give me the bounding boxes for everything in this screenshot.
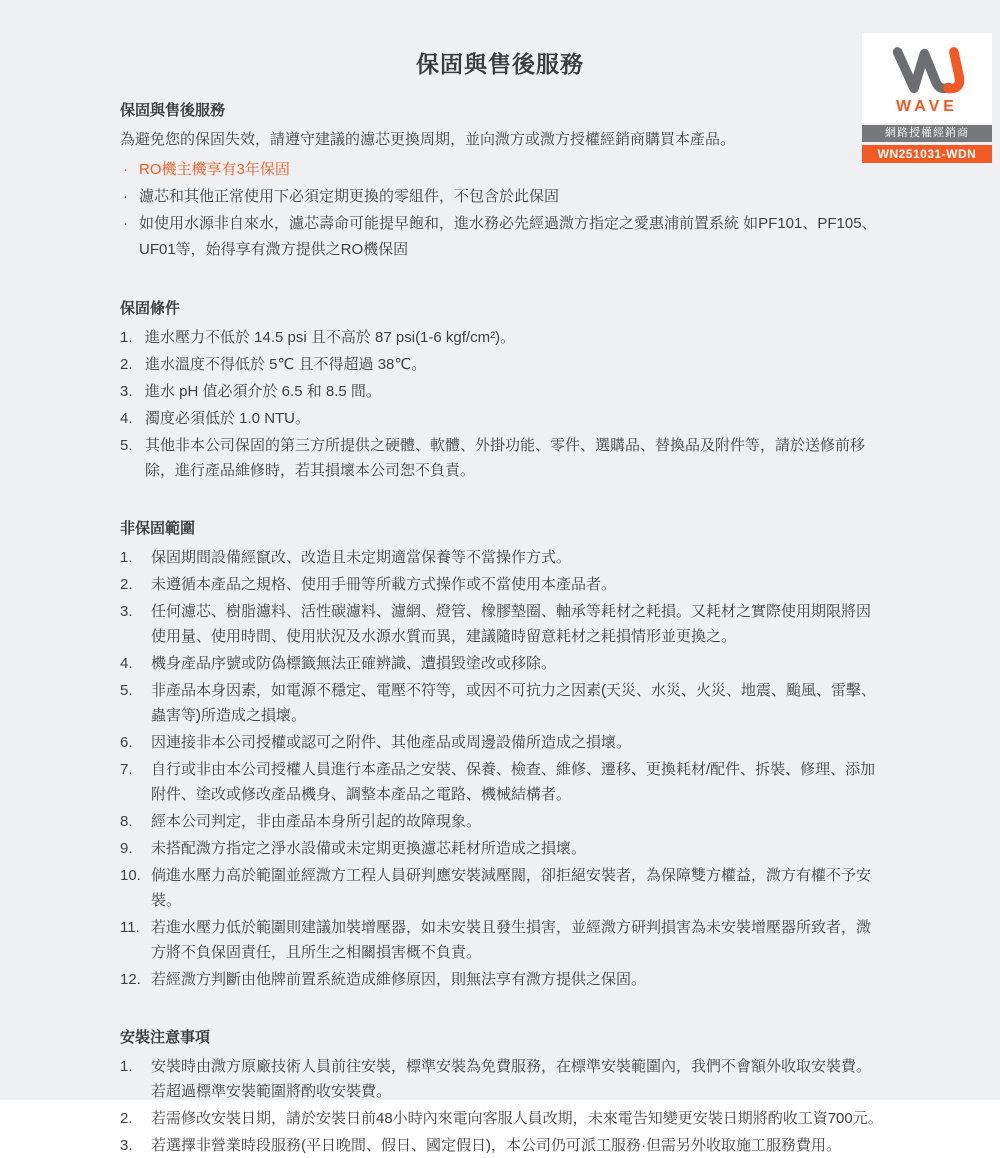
bullet-marker: ·: [123, 188, 128, 205]
section-conditions: [120, 297, 885, 483]
list-item: [120, 651, 885, 676]
list-item: [120, 730, 885, 755]
list-item-text: 任何濾芯、樹脂濾料、活性碳濾料、濾網、燈管、橡膠墊圈、軸承等耗材之耗損。又耗材之實際使用期限將因使用量、使用時間、使用狀況及水源水質而異，建議隨時留意耗材之耗損情形並更換之。: [151, 603, 872, 645]
list-item-text: 安裝時由溦方原廠技術人員前往安裝，標準安裝為免費服務，在標準安裝範圍內，我們不會額外收取安裝費。若超過標準安裝範圍將酌收安裝費。: [151, 1058, 872, 1100]
list-item-text: 進水溫度不得低於 5℃ 且不得超過 38℃。: [145, 356, 427, 373]
item-number: 3.: [120, 1137, 133, 1154]
wave-w-icon: [885, 45, 969, 97]
warranty-intro-paragraph: 為避免您的保固失效，請遵守建議的濾芯更換周期，並向溦方或溦方授權經銷商購買本產品。: [120, 131, 736, 148]
list-item: [120, 433, 885, 483]
list-item: [120, 325, 885, 350]
item-number: 12.: [120, 971, 141, 988]
warranty-bullet-list: [120, 157, 885, 263]
list-item-text: 因連接非本公司授權或認可之附件、其他產品或周邊設備所造成之損壞。: [151, 734, 632, 751]
item-number: 1.: [120, 1058, 133, 1075]
item-number: 9.: [120, 840, 133, 857]
dealer-type-label: 網路授權經銷商: [862, 125, 992, 142]
list-item-text: 若經溦方判斷由他牌前置系統造成維修原因，則無法享有溦方提供之保固。: [151, 971, 647, 988]
list-item: [120, 1106, 885, 1131]
item-number: 5.: [120, 682, 133, 699]
list-item-text: 倘進水壓力高於範圍並經溦方工程人員研判應安裝減壓閥，卻拒絕安裝者，為保障雙方權益，溦方有權不予安裝。: [151, 867, 872, 909]
item-number: 5.: [120, 437, 133, 454]
list-item: [120, 836, 885, 861]
list-item-text: 如使用水源非自來水，濾芯壽命可能提早飽和，進水務必先經過溦方指定之愛惠浦前置系統 如PF101、PF105、UF01等，始得享有溦方提供之RO機保固: [139, 215, 877, 258]
item-number: 4.: [120, 410, 133, 427]
list-item-text: 其他非本公司保固的第三方所提供之硬體、軟體、外掛功能、零件、選購品、替換品及附件等，請於送修前移除，進行產品維修時，若其損壞本公司恕不負責。: [145, 437, 866, 479]
list-item-text: 若選擇非營業時段服務(平日晚間、假日、國定假日)，本公司仍可派工服務·但需另外收取施工服務費用。: [151, 1137, 841, 1154]
item-number: 2.: [120, 1110, 133, 1127]
installation-list: [120, 1054, 885, 1158]
section-warranty: [120, 99, 885, 263]
list-item: [120, 678, 885, 728]
brand-wordmark: WAVE: [896, 97, 958, 115]
conditions-section-heading: 保固條件: [120, 300, 181, 317]
list-item-text: 非產品本身因素，如電源不穩定、電壓不符等，或因不可抗力之因素(天災、水災、火災、地震、颱風、雷擊、蟲害等)所造成之損壞。: [151, 682, 877, 724]
list-item-text: 未遵循本產品之規格、使用手冊等所載方式操作或不當使用本產品者。: [151, 576, 617, 593]
list-item-text: 若需修改安裝日期，請於安裝日前48小時內來電向客服人員改期，未來電告知變更安裝日期將酌收工資700元。: [151, 1110, 883, 1127]
item-number: 7.: [120, 761, 133, 778]
item-number: 1.: [120, 329, 133, 346]
list-item: [120, 545, 885, 570]
item-number: 2.: [120, 576, 133, 593]
item-number: 6.: [120, 734, 133, 751]
list-item: [120, 379, 885, 404]
item-number: 11.: [120, 919, 140, 936]
item-number: 3.: [120, 383, 133, 400]
list-item-text: 自行或非由本公司授權人員進行本產品之安裝、保養、檢查、維修、遷移、更換耗材/配件、拆裝、修理、添加附件、塗改或修改產品機身、調整本產品之電路、機械結構者。: [151, 761, 876, 803]
document-body: [120, 99, 885, 1158]
list-item: [120, 1054, 885, 1104]
list-item: [120, 863, 885, 913]
item-number: 8.: [120, 813, 133, 830]
authorized-dealer-badge: [862, 33, 992, 163]
list-item: [120, 915, 885, 965]
item-number: 2.: [120, 356, 133, 373]
list-item-text: 經本公司判定，非由產品本身所引起的故障現象。: [151, 813, 482, 830]
exclusions-list: [120, 545, 885, 992]
list-item-text: 濁度必須低於 1.0 NTU。: [145, 410, 311, 427]
list-item: [120, 599, 885, 649]
item-number: 3.: [120, 603, 133, 620]
list-item: [120, 1133, 885, 1158]
list-item-text: 未搭配溦方指定之淨水設備或未定期更換濾芯耗材所造成之損壞。: [151, 840, 587, 857]
installation-section-heading: 安裝注意事項: [120, 1029, 211, 1046]
list-item-text: 進水 pH 值必須介於 6.5 和 8.5 間。: [145, 383, 381, 400]
bullet-marker: ·: [123, 161, 128, 178]
list-item-text: 保固期間設備經竄改、改造且未定期適當保養等不當操作方式。: [151, 549, 572, 566]
list-item: [120, 809, 885, 834]
item-number: 1.: [120, 549, 133, 566]
conditions-list: [120, 325, 885, 483]
list-item: [120, 352, 885, 377]
list-item-text: 進水壓力不低於 14.5 psi 且不高於 87 psi(1-6 kgf/cm²)。: [145, 329, 516, 346]
exclusions-section-heading: 非保固範圍: [120, 520, 196, 537]
list-item: [120, 757, 885, 807]
list-item: [120, 967, 885, 992]
bullet-marker: ·: [123, 215, 128, 232]
list-item: [120, 572, 885, 597]
list-item: [120, 211, 885, 263]
list-item-text: 機身產品序號或防偽標籤無法正確辨識、遭損毀塗改或移除。: [151, 655, 557, 672]
item-number: 10.: [120, 867, 141, 884]
dealer-code: WN251031-WDN: [862, 145, 992, 163]
list-item-text: 若進水壓力低於範圍則建議加裝增壓器，如未安裝且發生損害，並經溦方研判損害為未安裝增壓器所致者，溦方將不負保固責任，且所生之相關損害概不負責。: [151, 919, 872, 961]
list-item: [120, 157, 885, 183]
list-item: [120, 406, 885, 431]
list-item: [120, 184, 885, 210]
list-item-text: 濾芯和其他正常使用下必須定期更換的零組件，不包含於此保固: [139, 188, 560, 205]
section-exclusions: [120, 517, 885, 992]
page-title: 保固與售後服務: [416, 51, 584, 77]
brand-logo: [862, 33, 992, 123]
section-installation: [120, 1026, 885, 1158]
warranty-section-heading: 保固與售後服務: [120, 102, 226, 119]
list-item-text: RO機主機享有3年保固: [139, 161, 290, 178]
item-number: 4.: [120, 655, 133, 672]
